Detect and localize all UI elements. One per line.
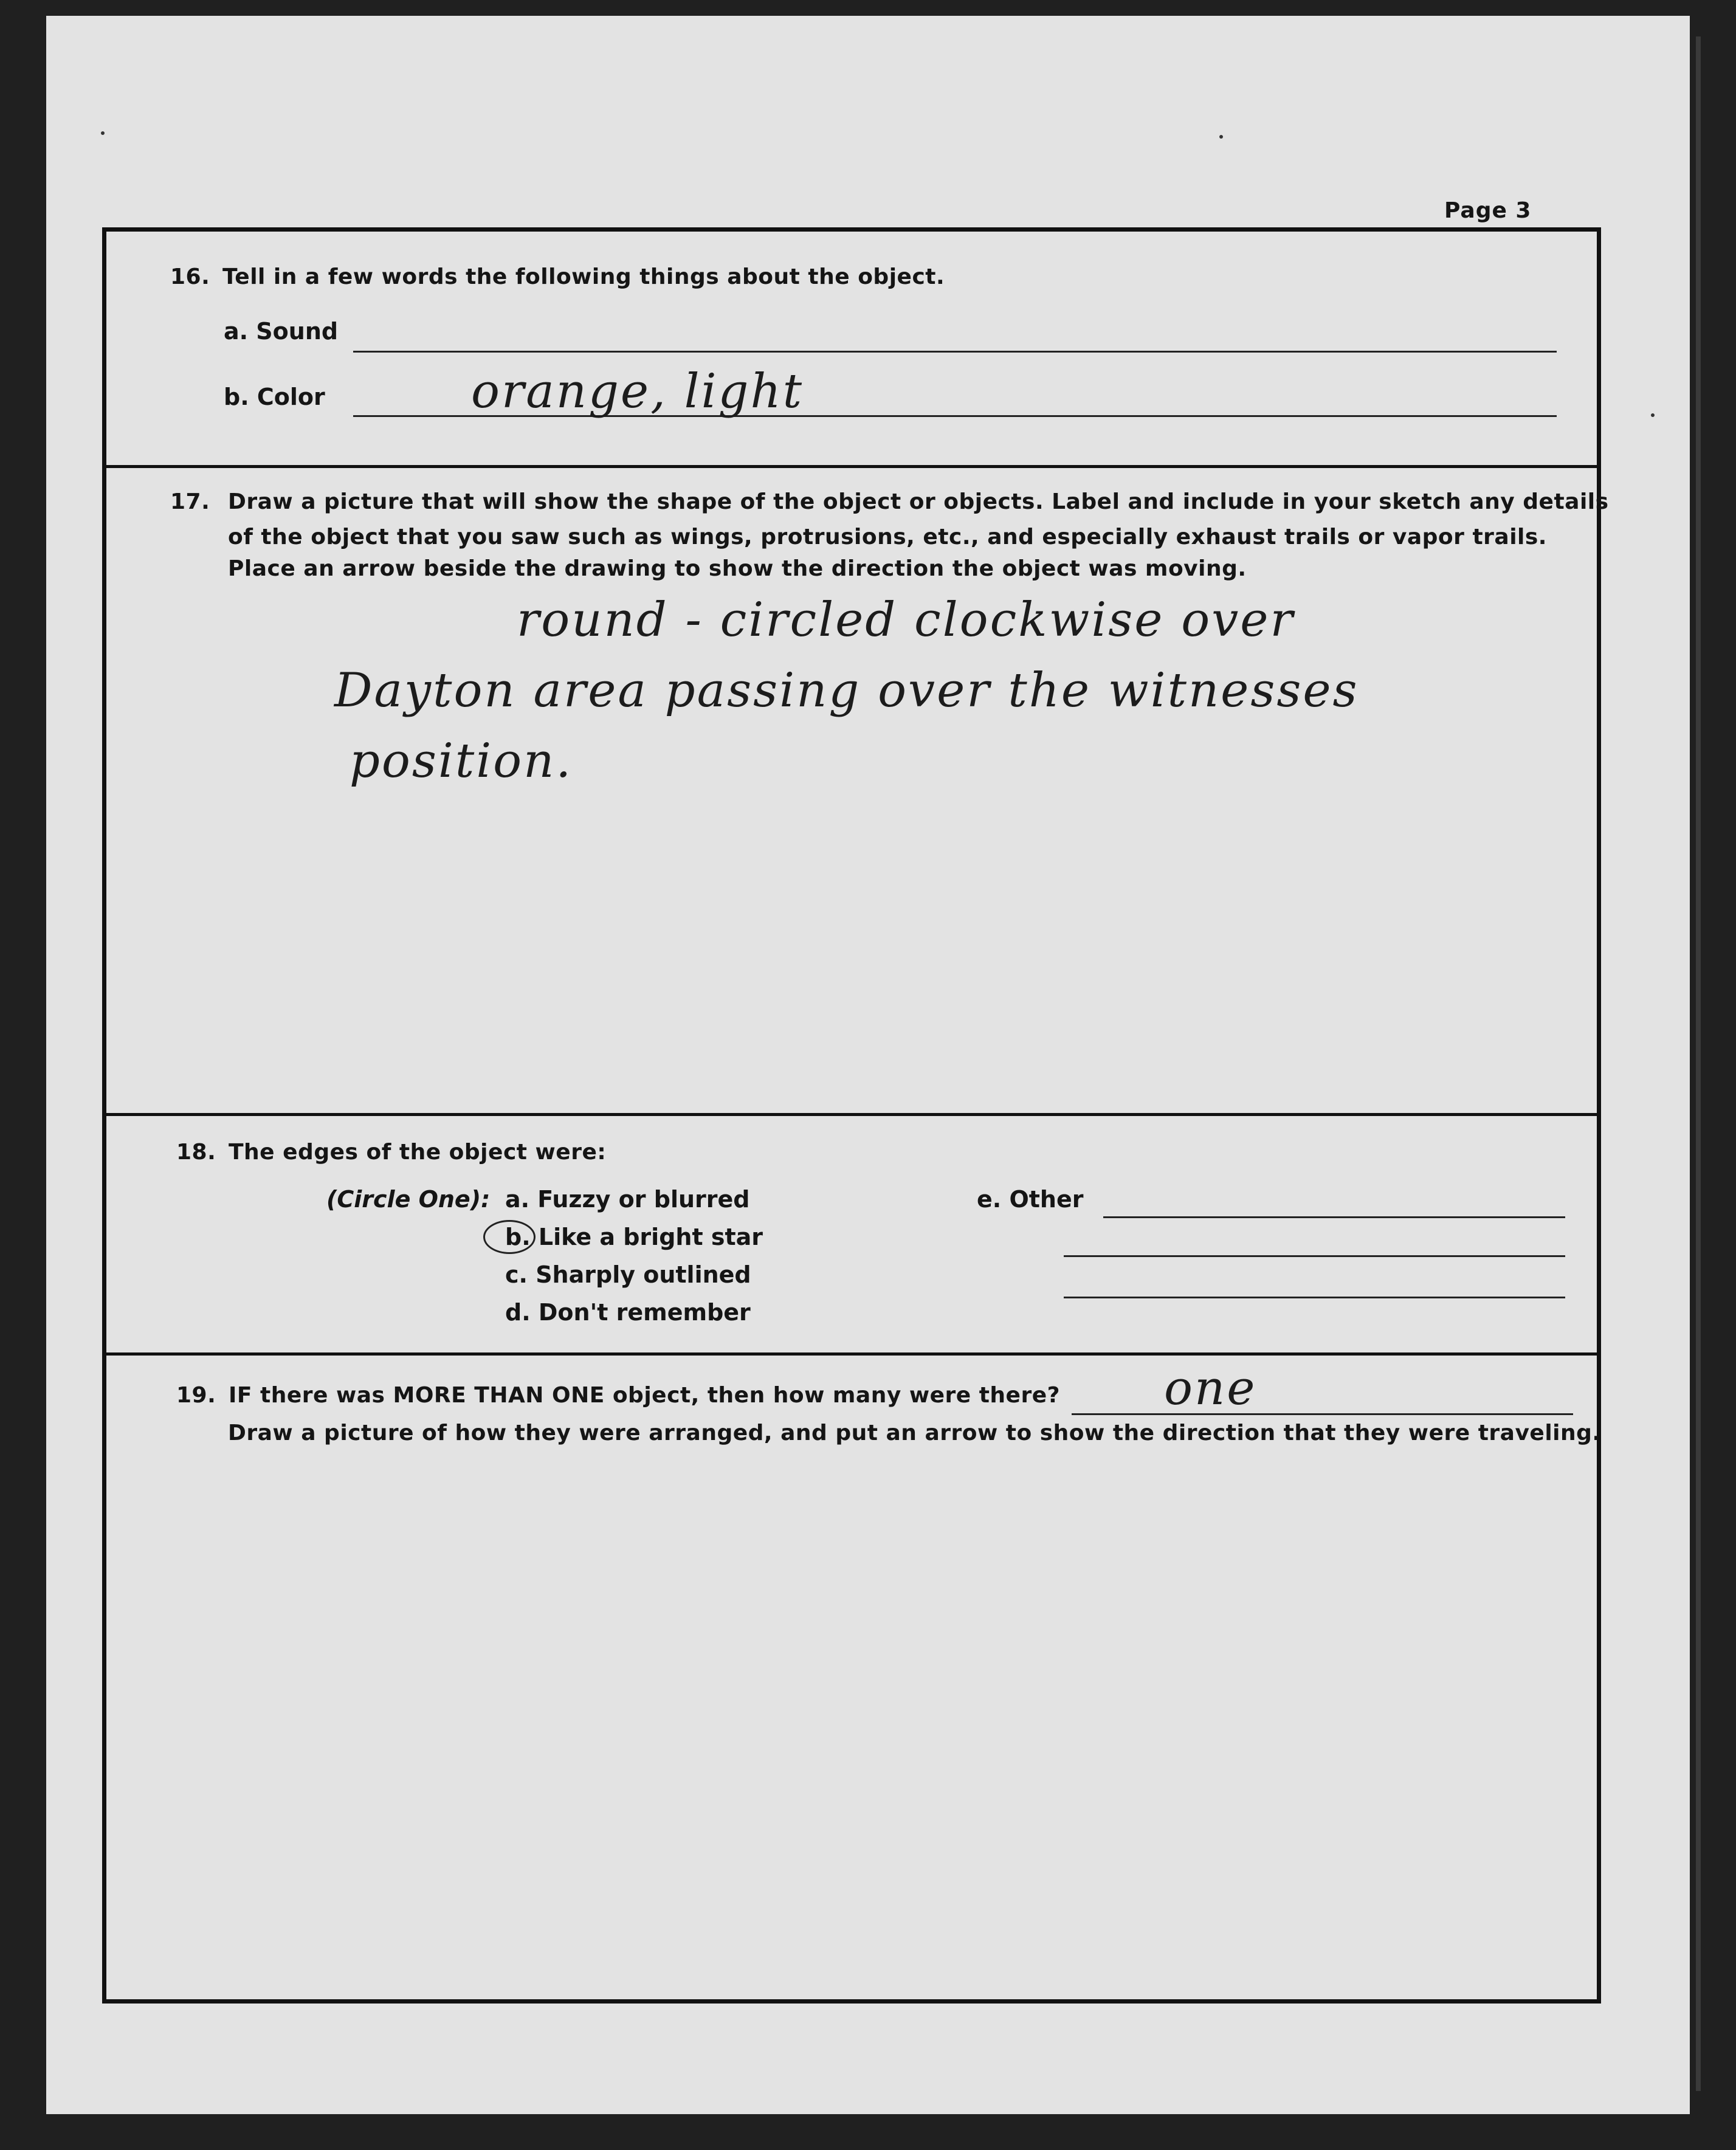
paper-edge-shadow	[1696, 36, 1701, 2091]
selection-circle	[483, 1220, 536, 1254]
dust-speck	[1219, 135, 1223, 139]
other-answer-line[interactable]	[1064, 1297, 1565, 1298]
question-number: 16.	[170, 264, 210, 289]
question-17-line-3: Place an arrow beside the drawing to show the direction the object was moving.	[228, 556, 1247, 581]
question-text: IF there was MORE THAN ONE object, then how many were there?	[229, 1383, 1061, 1408]
option-c[interactable]: c. Sharply outlined	[505, 1261, 751, 1288]
color-answer: orange, light	[471, 364, 804, 419]
dust-speck	[101, 131, 105, 135]
question-text: The edges of the object were:	[229, 1140, 607, 1165]
section-divider	[106, 1113, 1597, 1116]
option-d[interactable]: d. Don't remember	[505, 1299, 751, 1326]
sound-label: a. Sound	[224, 318, 339, 345]
dust-speck	[1651, 413, 1655, 417]
sound-answer-line[interactable]	[353, 351, 1557, 353]
handwritten-description-line-1: round - circled clockwise over	[517, 593, 1295, 647]
section-divider	[106, 465, 1597, 468]
question-19-line-2: Draw a picture of how they were arranged, and put an arrow to show the direction that they were traveling.	[228, 1421, 1601, 1445]
other-answer-line[interactable]	[1103, 1216, 1565, 1218]
handwritten-description-line-3: position.	[350, 734, 573, 788]
object-count-line[interactable]	[1072, 1413, 1573, 1415]
question-text: Tell in a few words the following things about the object.	[222, 264, 945, 289]
question-number: 19.	[176, 1383, 216, 1408]
question-text-line: Draw a picture that will show the shape of the object or objects. Label and include in your sketch any details	[228, 489, 1609, 514]
color-label: b. Color	[224, 384, 325, 410]
questionnaire-box	[102, 227, 1609, 2004]
option-a[interactable]: a. Fuzzy or blurred	[505, 1186, 750, 1213]
option-b[interactable]: b. Like a bright star	[505, 1224, 763, 1250]
option-e-other: e. Other	[977, 1186, 1084, 1213]
object-count-answer: one	[1164, 1361, 1257, 1416]
handwritten-description-line-2: Dayton area passing over the witnesses	[334, 663, 1359, 718]
section-divider	[106, 1352, 1597, 1356]
question-number: 17.	[170, 489, 210, 514]
circle-one-instruction: (Circle One):	[326, 1186, 491, 1213]
question-17-line-2: of the object that you saw such as wings, protrusions, etc., and especially exhaust trails or vapor trails.	[228, 525, 1547, 550]
page-number: Page 3	[1444, 198, 1532, 223]
question-number: 18.	[176, 1140, 216, 1165]
other-answer-line[interactable]	[1064, 1255, 1565, 1257]
form-page	[46, 16, 1690, 2114]
